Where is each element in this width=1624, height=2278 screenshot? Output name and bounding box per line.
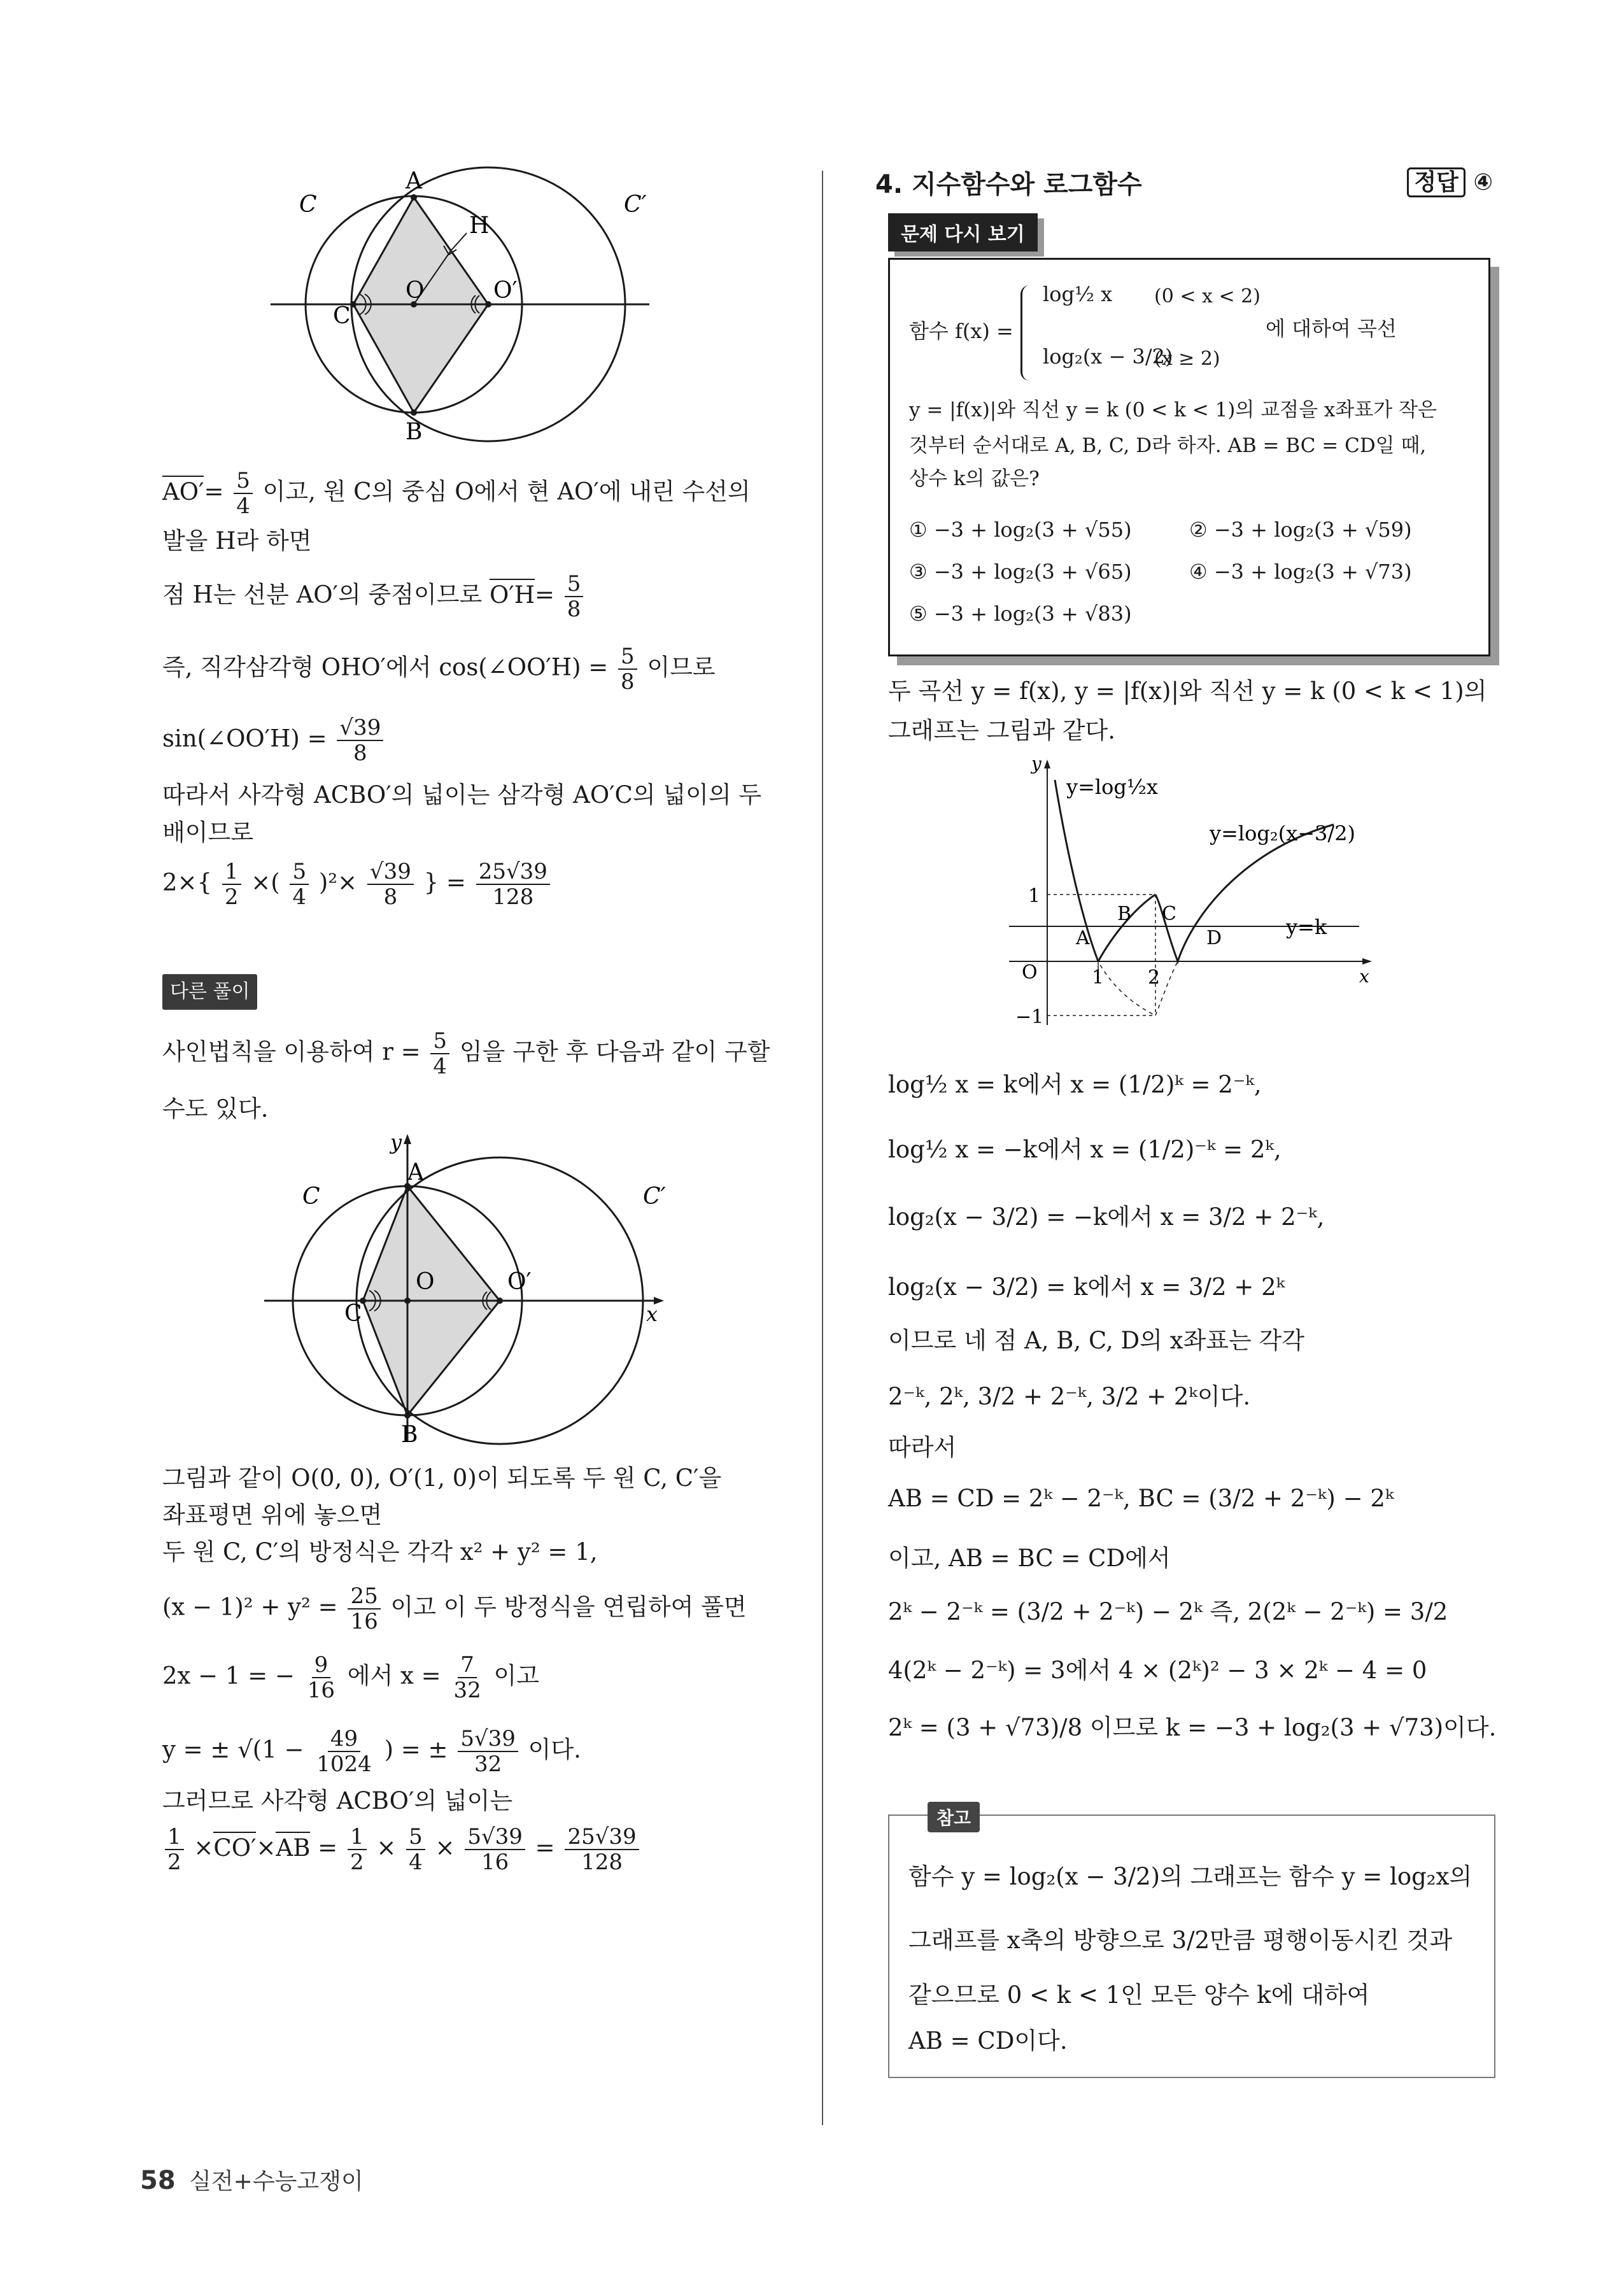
eq-line-12: 2ᵏ = (3 + √73)/8 이므로 k = −3 + log₂(3 + √73)이다. (888, 1714, 1497, 1741)
eq-line-3: log₂(x − 3/2) = −k에서 x = 3/2 + 2⁻ᵏ, (888, 1203, 1325, 1231)
text-line-16: y = ± √(1 − $\frac{49}{1024}$ ) = ± $\frac{5√39}{32}$ 이다. (162, 1726, 581, 1777)
book-title: 실전+수능고쟁이 (189, 2168, 364, 2195)
answer-label: 정답 (1407, 167, 1465, 197)
label-point-O2: O (416, 1269, 435, 1295)
label-point-A: A (406, 168, 422, 194)
page-number: 58 (140, 2166, 176, 2195)
section-title: 4. 지수함수와 로그함수 (875, 170, 1142, 199)
text-line-9: 사인법칙을 이용하여 r = $\frac{5}{4}$ 임을 구한 후 다음과 같이 구할 (162, 1028, 770, 1079)
problem-container (888, 169, 1499, 678)
text-line-6: 따라서 사각형 ACBO′의 넓이는 삼각형 AO′C의 넓이의 두 (162, 781, 762, 809)
label-point-Op2: O′ (507, 1269, 532, 1295)
text-line-1: AO′= $\frac{5}{4}$ 이고, 원 C의 중심 O에서 현 AO′에 내린 수선의 (162, 468, 751, 519)
eq-line-2: log½ x = −k에서 x = (1/2)⁻ᵏ = 2ᵏ, (888, 1136, 1282, 1163)
text-line-4: 즉, 직각삼각형 OHO′에서 cos(∠OO′H) = $\frac{5}{8}$ 이므로 (162, 644, 716, 695)
label-circle-C2: C (302, 1184, 320, 1210)
text-line-15: 2x − 1 = − $\frac{9}{16}$ 에서 x = $\frac{7}{32}$ 이고 (162, 1652, 539, 1703)
problem-brace (1020, 285, 1031, 381)
page-footer (140, 2163, 364, 2196)
note-line-3: 같으므로 0 < k < 1인 모든 양수 k에 대하여 (908, 1981, 1370, 2009)
label-point-B2: B (401, 1422, 418, 1448)
alt-solution-tag: 다른 풀이 (162, 974, 257, 1010)
problem-case1-cond: (0 < x < 2) (1154, 285, 1260, 308)
option-3[interactable]: ③ −3 + log₂(3 + √65) (909, 560, 1132, 584)
label-point-B: B (406, 419, 423, 445)
area-formula-2: $\frac{1}{2}$ ×CO′×AB = $\frac{1}{2}$ × $\frac{5}{4}$ × $\frac{5√39}{16}$ = $\frac{25√39}{128}$ (162, 1825, 642, 1874)
column-divider (822, 171, 823, 2125)
eq-line-10: 2ᵏ − 2⁻ᵏ = (3/2 + 2⁻ᵏ) − 2ᵏ 즉, 2(2ᵏ − 2⁻ᵏ) = 3/2 (888, 1598, 1448, 1625)
note-line-4: AB = CD이다. (908, 2027, 1068, 2055)
label-point-Op: O′ (493, 278, 518, 304)
two-circles-diagram (264, 164, 659, 451)
graph-label-D: D (1206, 927, 1222, 949)
problem-line-3: 것부터 순서대로 A, B, C, D라 하자. AB = BC = CD일 때, (909, 434, 1427, 457)
coordinate-circles-diagram (264, 1130, 672, 1448)
note-box (888, 1808, 1495, 2078)
label-axis-x: x (646, 1302, 658, 1326)
problem-case1: log½ x (1043, 282, 1113, 306)
eq-line-8: AB = CD = 2ᵏ − 2⁻ᵏ, BC = (3/2 + 2⁻ᵏ) − 2ᵏ (888, 1485, 1394, 1512)
graph-label-B: B (1117, 903, 1132, 925)
text-line-14: (x − 1)² + y² = $\frac{25}{16}$ 이고 이 두 방정식을 연립하여 풀면 (162, 1583, 747, 1634)
area-formula-1: 2×{ $\frac{1}{2}$ ×( $\frac{5}{4}$ )²× $\frac{√39}{8}$ } = $\frac{25√39}{128}$ (162, 860, 553, 909)
note-tag: 참고 (928, 1802, 980, 1832)
note-line-1: 함수 y = log₂(x − 3/2)의 그래프는 함수 y = log₂x의 (908, 1863, 1472, 1890)
eq-line-11: 4(2ᵏ − 2⁻ᵏ) = 3에서 4 × (2ᵏ)² − 3 × 2ᵏ − 4 = 0 (888, 1657, 1427, 1684)
label-circle-C: C (299, 192, 317, 218)
text-line-7: 배이므로 (162, 819, 253, 846)
graph-label-O: O (1022, 961, 1038, 984)
label-point-C2: C (344, 1301, 362, 1327)
eq-line-1: log½ x = k에서 x = (1/2)ᵏ = 2⁻ᵏ, (888, 1071, 1262, 1098)
solution-line-2: 그래프는 그림과 같다. (888, 717, 1115, 744)
graph-label-f2: y=log₂(x−3/2) (1210, 821, 1356, 845)
problem-case2-cond: (x ≥ 2) (1154, 348, 1220, 370)
option-5[interactable]: ⑤ −3 + log₂(3 + √83) (909, 602, 1132, 626)
label-axis-y: y (390, 1130, 402, 1154)
text-line-13: 두 원 C, C′의 방정식은 각각 x² + y² = 1, (162, 1538, 598, 1566)
problem-func-prefix: 함수 f(x) = (909, 319, 1013, 343)
eq-line-7: 따라서 (888, 1434, 957, 1461)
text-line-3: 점 H는 선분 AO′의 중점이므로 O′H= $\frac{5}{8}$ (162, 572, 586, 621)
problem-tab: 문제 다시 보기 (888, 213, 1038, 251)
text-line-10: 수도 있다. (162, 1095, 269, 1122)
graph-label-yk: y=k (1286, 915, 1327, 939)
log-graph (1003, 754, 1378, 1028)
answer-value: ④ (1473, 169, 1493, 195)
text-line-17: 그러므로 사각형 ACBO′의 넓이는 (162, 1787, 513, 1815)
eq-line-4: log₂(x − 3/2) = k에서 x = 3/2 + 2ᵏ (888, 1273, 1285, 1301)
note-line-2: 그래프를 x축의 방향으로 3/2만큼 평행이동시킨 것과 (908, 1927, 1453, 1954)
problem-func-suffix: 에 대하여 곡선 (1266, 316, 1397, 341)
option-2[interactable]: ② −3 + log₂(3 + √59) (1189, 518, 1412, 542)
graph-label-x1: 1 (1092, 966, 1105, 989)
label-point-A2: A (407, 1159, 424, 1185)
label-circle-Cp: C′ (624, 192, 647, 218)
label-point-C: C (333, 303, 351, 329)
label-circle-Cp2: C′ (643, 1184, 666, 1210)
graph-label-one: 1 (1028, 885, 1041, 907)
problem-case2: log₂(x − 3/2) (1043, 344, 1173, 369)
graph-label-x2: 2 (1148, 966, 1161, 989)
text-line-11: 그림과 같이 O(0, 0), O′(1, 0)이 되도록 두 원 C, C′을 (162, 1464, 722, 1492)
graph-label-m1: −1 (1015, 1006, 1044, 1028)
eq-line-6: 2⁻ᵏ, 2ᵏ, 3/2 + 2⁻ᵏ, 3/2 + 2ᵏ이다. (888, 1383, 1251, 1410)
text-line-12: 좌표평면 위에 놓으면 (162, 1501, 383, 1529)
text-line-2: 발을 H라 하면 (162, 527, 312, 555)
problem-line-4: 상수 k의 값은? (909, 467, 1040, 490)
graph-label-A: A (1076, 927, 1090, 949)
option-1[interactable]: ① −3 + log₂(3 + √55) (909, 518, 1132, 542)
eq-line-5: 이므로 네 점 A, B, C, D의 x좌표는 각각 (888, 1327, 1304, 1354)
problem-box (888, 258, 1490, 656)
label-point-O: O (406, 278, 425, 304)
problem-line-2: y = |f(x)|와 직선 y = k (0 < k < 1)의 교점을 x좌표가 작은 (909, 399, 1437, 421)
option-4[interactable]: ④ −3 + log₂(3 + √73) (1189, 560, 1412, 584)
graph-label-y: y (1031, 754, 1041, 774)
eq-line-9: 이고, AB = BC = CD에서 (888, 1545, 1171, 1572)
solution-line-1: 두 곡선 y = f(x), y = |f(x)|와 직선 y = k (0 < k < 1)의 (888, 677, 1487, 705)
graph-label-C: C (1162, 903, 1176, 925)
graph-label-f1: y=log½x (1066, 775, 1158, 799)
graph-label-x: x (1359, 966, 1369, 987)
label-point-H: H (469, 213, 490, 239)
text-line-5: sin(∠OO′H) = $\frac{√39}{8}$ (162, 716, 386, 765)
